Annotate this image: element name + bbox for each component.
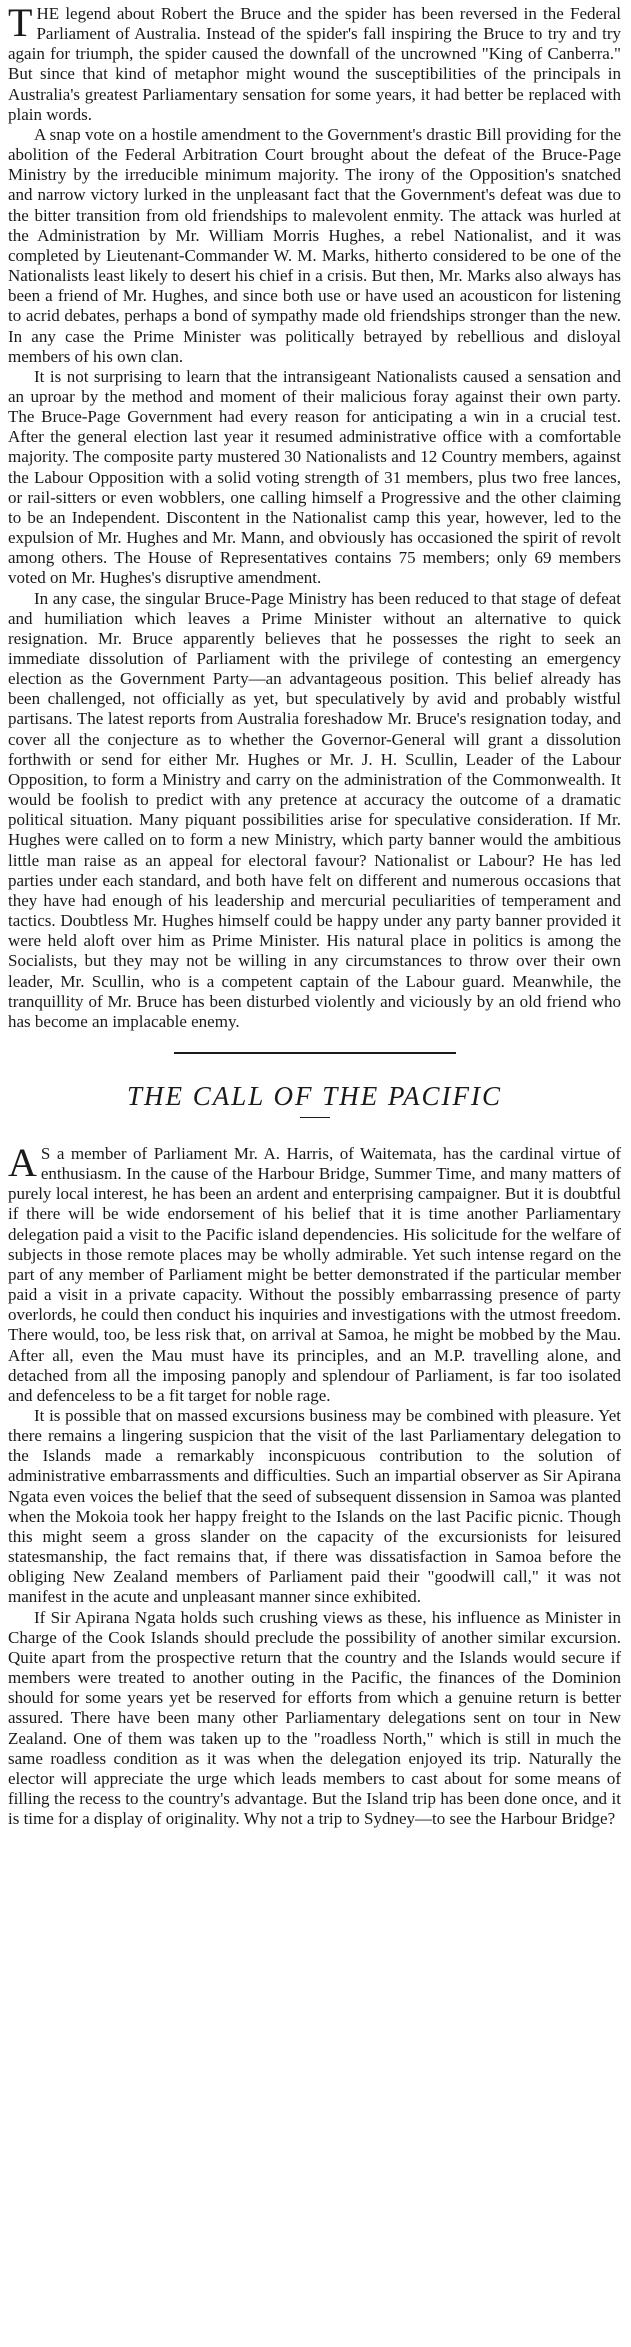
paragraph-text: HE legend about Robert the Bruce and the spider has been reversed in the Federal Parliament of Australia. Instead of the spider's fall inspiring the Bruce to try and try again for triumph, the spider caused the downfall of the uncrowned "King of Canberra." But since that kind of metaphor might wound the susceptibilities of the principals in Australia's greatest Parliamentary sensation for some years, it had better be replaced with plain words. [8, 4, 621, 124]
article-paragraph: If Sir Apirana Ngata holds such crushing views as these, his influence as Minister in Charge of the Cook Islands should preclude the possibility of another similar excursion. Quite apart from the prospective return that the country and the Islands would secure if members were treated to another outing in the Pacific, the finances of the Dominion should for some years yet be reserved for efforts from which a genuine return is better assured. There have been many other Parliamentary delegations sent on tour in New Zealand. One of them was taken up to the "roadless North," which is still in much the same roadless condition as it was when the delegation enjoyed its trip. Naturally the elector will appreciate the urge which leads members to cast about for some means of filling the recess to the country's advantage. But the Island trip has been done once, and it is time for a display of originality. Why not a trip to Sydney—to see the Harbour Bridge? [8, 1607, 621, 1829]
article-bruce-page-ministry [8, 0, 621, 1032]
headline-underline-rule [300, 1117, 330, 1118]
article-paragraph: A snap vote on a hostile amendment to the Government's drastic Bill providing for the abolition of the Federal Arbitration Court brought about the defeat of the Bruce-Page Ministry by the irreducible minimum majority. The irony of the Opposition's snatched and narrow victory lurked in the unpleasant fact that the Government's defeat was due to the bitter transition from old friendships to malevolent enmity. The attack was hurled at the Administration by Mr. William Morris Hughes, a rebel Nationalist, and it was completed by Lieutenant-Commander W. M. Marks, hitherto considered to be one of the Nationalists least likely to desert his chief in a crisis. But then, Mr. Marks also always has been a friend of Mr. Hughes, and since both use or have used an acousticon for listening to acrid debates, perhaps a bond of sympathy made old friendships stronger than the new. In any case the Prime Minister was politically betrayed by rebellious and disloyal members of his own clan. [8, 124, 621, 366]
article-call-of-the-pacific [8, 1139, 621, 1829]
article-divider-rule [174, 1052, 456, 1054]
article-headline: THE CALL OF THE PACIFIC [126, 1080, 503, 1111]
drop-cap: T [8, 0, 33, 45]
article-paragraph [8, 0, 621, 125]
drop-cap: A [8, 1139, 37, 1185]
paragraph-text: S a member of Parliament Mr. A. Harris, of Waitemata, has the cardinal virtue of enthusiasm. In the cause of the Harbour Bridge, Summer Time, and many matters of purely local interest, he has been an ardent and enterprising campaigner. But it is doubtful if there will be wide endorsement of his belief that it is time another Parliamentary delegation paid a visit to the Pacific island dependencies. His solicitude for the welfare of subjects in those remote places may be wholly admirable. Yet such intense regard on the part of any member of Parliament might be better demonstrated if the particular member paid a visit in a private capacity. Without the possibly embarrassing presence of party overlords, he could then conduct his inquiries and investigations with the utmost freedom. There would, too, be less risk that, on arrival at Samoa, he might be mobbed by the Mau. After all, even the Mau must have its principles, and an M.P. travelling alone, and detached from all the imposing panoply and splendour of Parliament, is far too isolated and defenceless to be a fit target for noble rage. [8, 1143, 621, 1405]
article-paragraph: It is possible that on massed excursions business may be combined with pleasure. Yet there remains a lingering suspicion that the visit of the last Parliamentary delegation to the Islands made a remarkably inconspicuous contribution to the solution of administrative embarrassments and difficulties. Such an impartial observer as Sir Apirana Ngata even voices the belief that the seed of subsequent dissension in Samoa was planted when the Mokoia took her happy freight to the Islands on the last Pacific picnic. Though this might seem a gross slander on the capacity of the excursionists for leisured statesmanship, the fact remains that, if there was dissatisfaction in Samoa before the obliging New Zealand members of Parliament paid their "goodwill call," it was not manifest in the acute and unpleasant manner since exhibited. [8, 1406, 621, 1607]
article-paragraph: It is not surprising to learn that the intransigeant Nationalists caused a sensation and an uproar by the method and moment of their malicious foray against their own party. The Bruce-Page Government had every reason for anticipating a win in a crucial test. After the general election last year it resumed administrative office with a comfortable majority. The composite party mustered 30 Nationalists and 12 Country members, against the Labour Opposition with a solid voting strength of 31 members, plus two free lances, or rail-sitters or even wobblers, one calling himself a Progressive and the other claiming to be an Independent. Discontent in the Nationalist camp this year, however, led to the expulsion of Mr. Hughes and Mr. Mann, and obviously has occasioned the spirit of revolt among others. The House of Representatives contains 75 members; only 69 members voted on Mr. Hughes's disruptive amendment. [8, 366, 621, 588]
article-paragraph: In any case, the singular Bruce-Page Ministry has been reduced to that stage of defeat and humiliation which leaves a Prime Minister without an alternative to quick resignation. Mr. Bruce apparently believes that he possesses the right to seek an immediate dissolution of Parliament with the privilege of contesting an emergency election as the Government Party—an advantageous position. This belief already has been challenged, not officially as yet, but speculatively by avid and probably wistful partisans. The latest reports from Australia foreshadow Mr. Bruce's resignation today, and cover all the conjecture as to whether the Governor-General will grant a dissolution forthwith or send for either Mr. Hughes or Mr. J. H. Scullin, Leader of the Labour Opposition, to form a Ministry and carry on the administration of the Commonwealth. It would be foolish to predict with any pretence at accuracy the outcome of a dramatic political situation. Many piquant possibilities arise for speculative consideration. If Mr. Hughes were called on to form a new Ministry, which party banner would the ambitious little man raise as an appeal for electoral favour? Nationalist or Labour? He has led parties under each standard, and both have felt on different and numerous occasions that they have had enough of his leadership and mercurial peculiarities of temperament and tactics. Doubtless Mr. Hughes himself could be happy under any party banner provided it were held aloft over him as Prime Minister. His natural place in politics is among the Socialists, but they may not be willing in any circumstances to throw over their own leader, Mr. Scullin, who is a competent captain of the Labour guard. Meanwhile, the tranquillity of Mr. Bruce has been disturbed violently and viciously by an old friend who has become an implacable enemy. [8, 588, 621, 1031]
article-paragraph [8, 1139, 621, 1406]
